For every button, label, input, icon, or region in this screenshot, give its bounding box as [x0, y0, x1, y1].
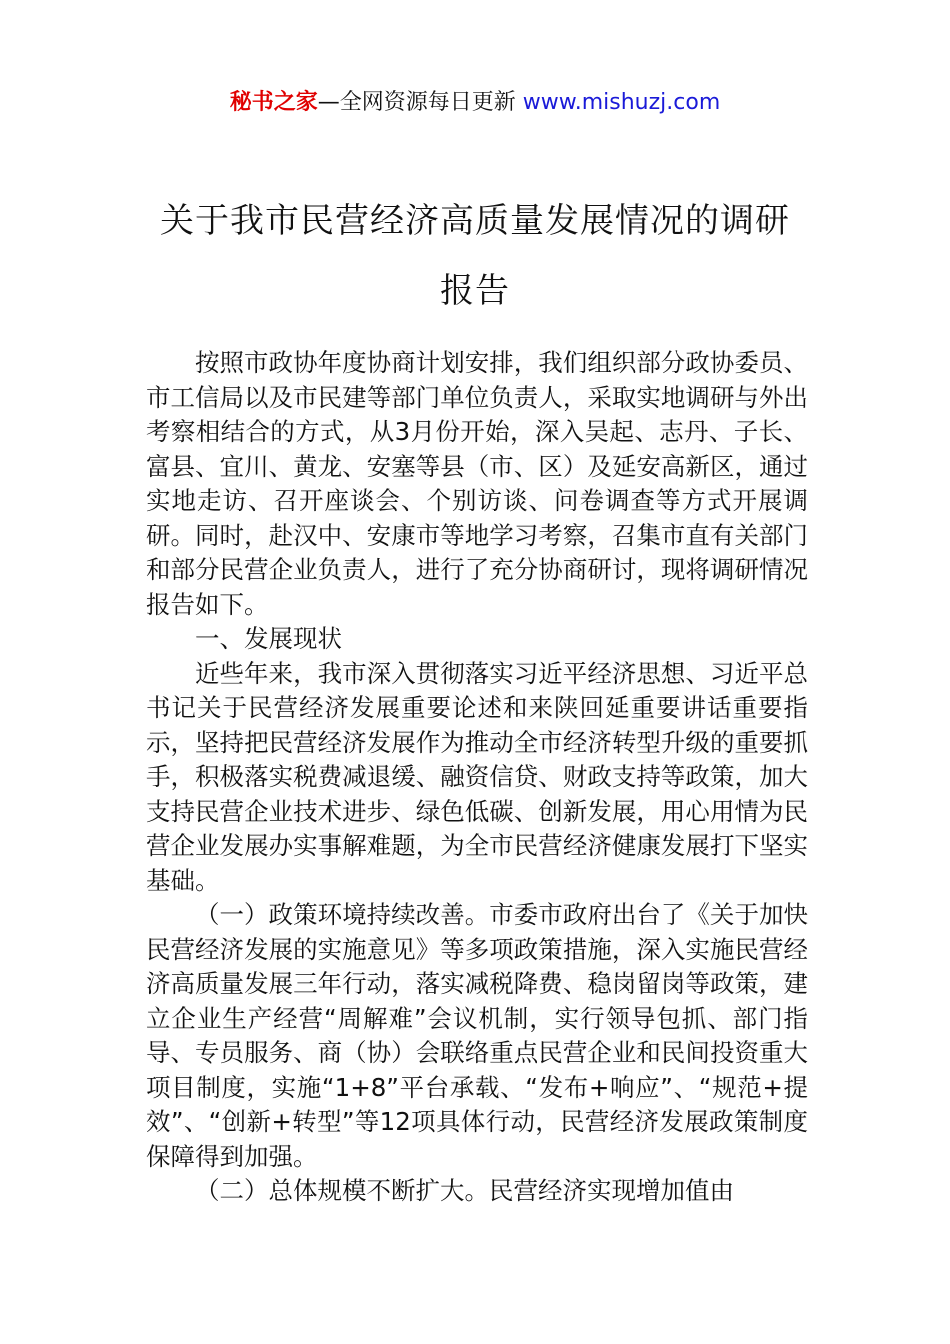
document-body [146, 346, 808, 1209]
item-2-paragraph: （二）总体规模不断扩大。民营经济实现增加值由 [195, 1176, 734, 1205]
document-title [120, 186, 830, 326]
header-tagline: —全网资源每日更新 [317, 90, 523, 115]
item-1-paragraph: （一）政策环境持续改善。市委市政府出台了《关于加快民营经济发展的实施意见》等多项政策措施，深入实施民营经济高质量发展三年行动，落实减税降费、稳岗留岗等政策，建立企业生产经营“周解难”会议机制，实行领导包抓、部门指导、专员服务、商（协）会联络重点民营企业和民间投资重大项目制度，实施“1+8”平台承载、“发布+响应”、“规范+提效”、“创新+转型”等12项具体行动，民营经济发展政策制度保障得到加强。 [146, 900, 808, 1171]
title-line-1: 关于我市民营经济高质量发展情况的调研 [160, 201, 790, 241]
section-1-paragraph: 近些年来，我市深入贯彻落实习近平经济思想、习近平总书记关于民营经济发展重要论述和来陕回延重要讲话重要指示，坚持把民营经济发展作为推动全市经济转型升级的重要抓手，积极落实税费减退缓、融资信贷、财政支持等政策，加大支持民营企业技术进步、绿色低碳、创新发展，用心用情为民营企业发展办实事解难题，为全市民营经济健康发展打下坚实基础。 [146, 658, 808, 895]
site-header [0, 86, 950, 120]
section-heading-1: 一、发展现状 [195, 624, 342, 653]
intro-paragraph: 按照市政协年度协商计划安排，我们组织部分政协委员、市工信局以及市民建等部门单位负责人，采取实地调研与外出考察相结合的方式，从3月份开始，深入吴起、志丹、子长、富县、宜川、黄龙、安塞等县（市、区）及延安高新区，通过实地走访、召开座谈会、个别访谈、问卷调查等方式开展调研。同时，赴汉中、安康市等地学习考察，召集市直有关部门和部分民营企业负责人，进行了充分协商研讨，现将调研情况报告如下。 [146, 348, 808, 619]
brand-name: 秘书之家 [229, 90, 318, 115]
title-line-2: 报告 [440, 271, 510, 311]
site-url-link[interactable]: www.mishuzj.com [522, 90, 721, 115]
